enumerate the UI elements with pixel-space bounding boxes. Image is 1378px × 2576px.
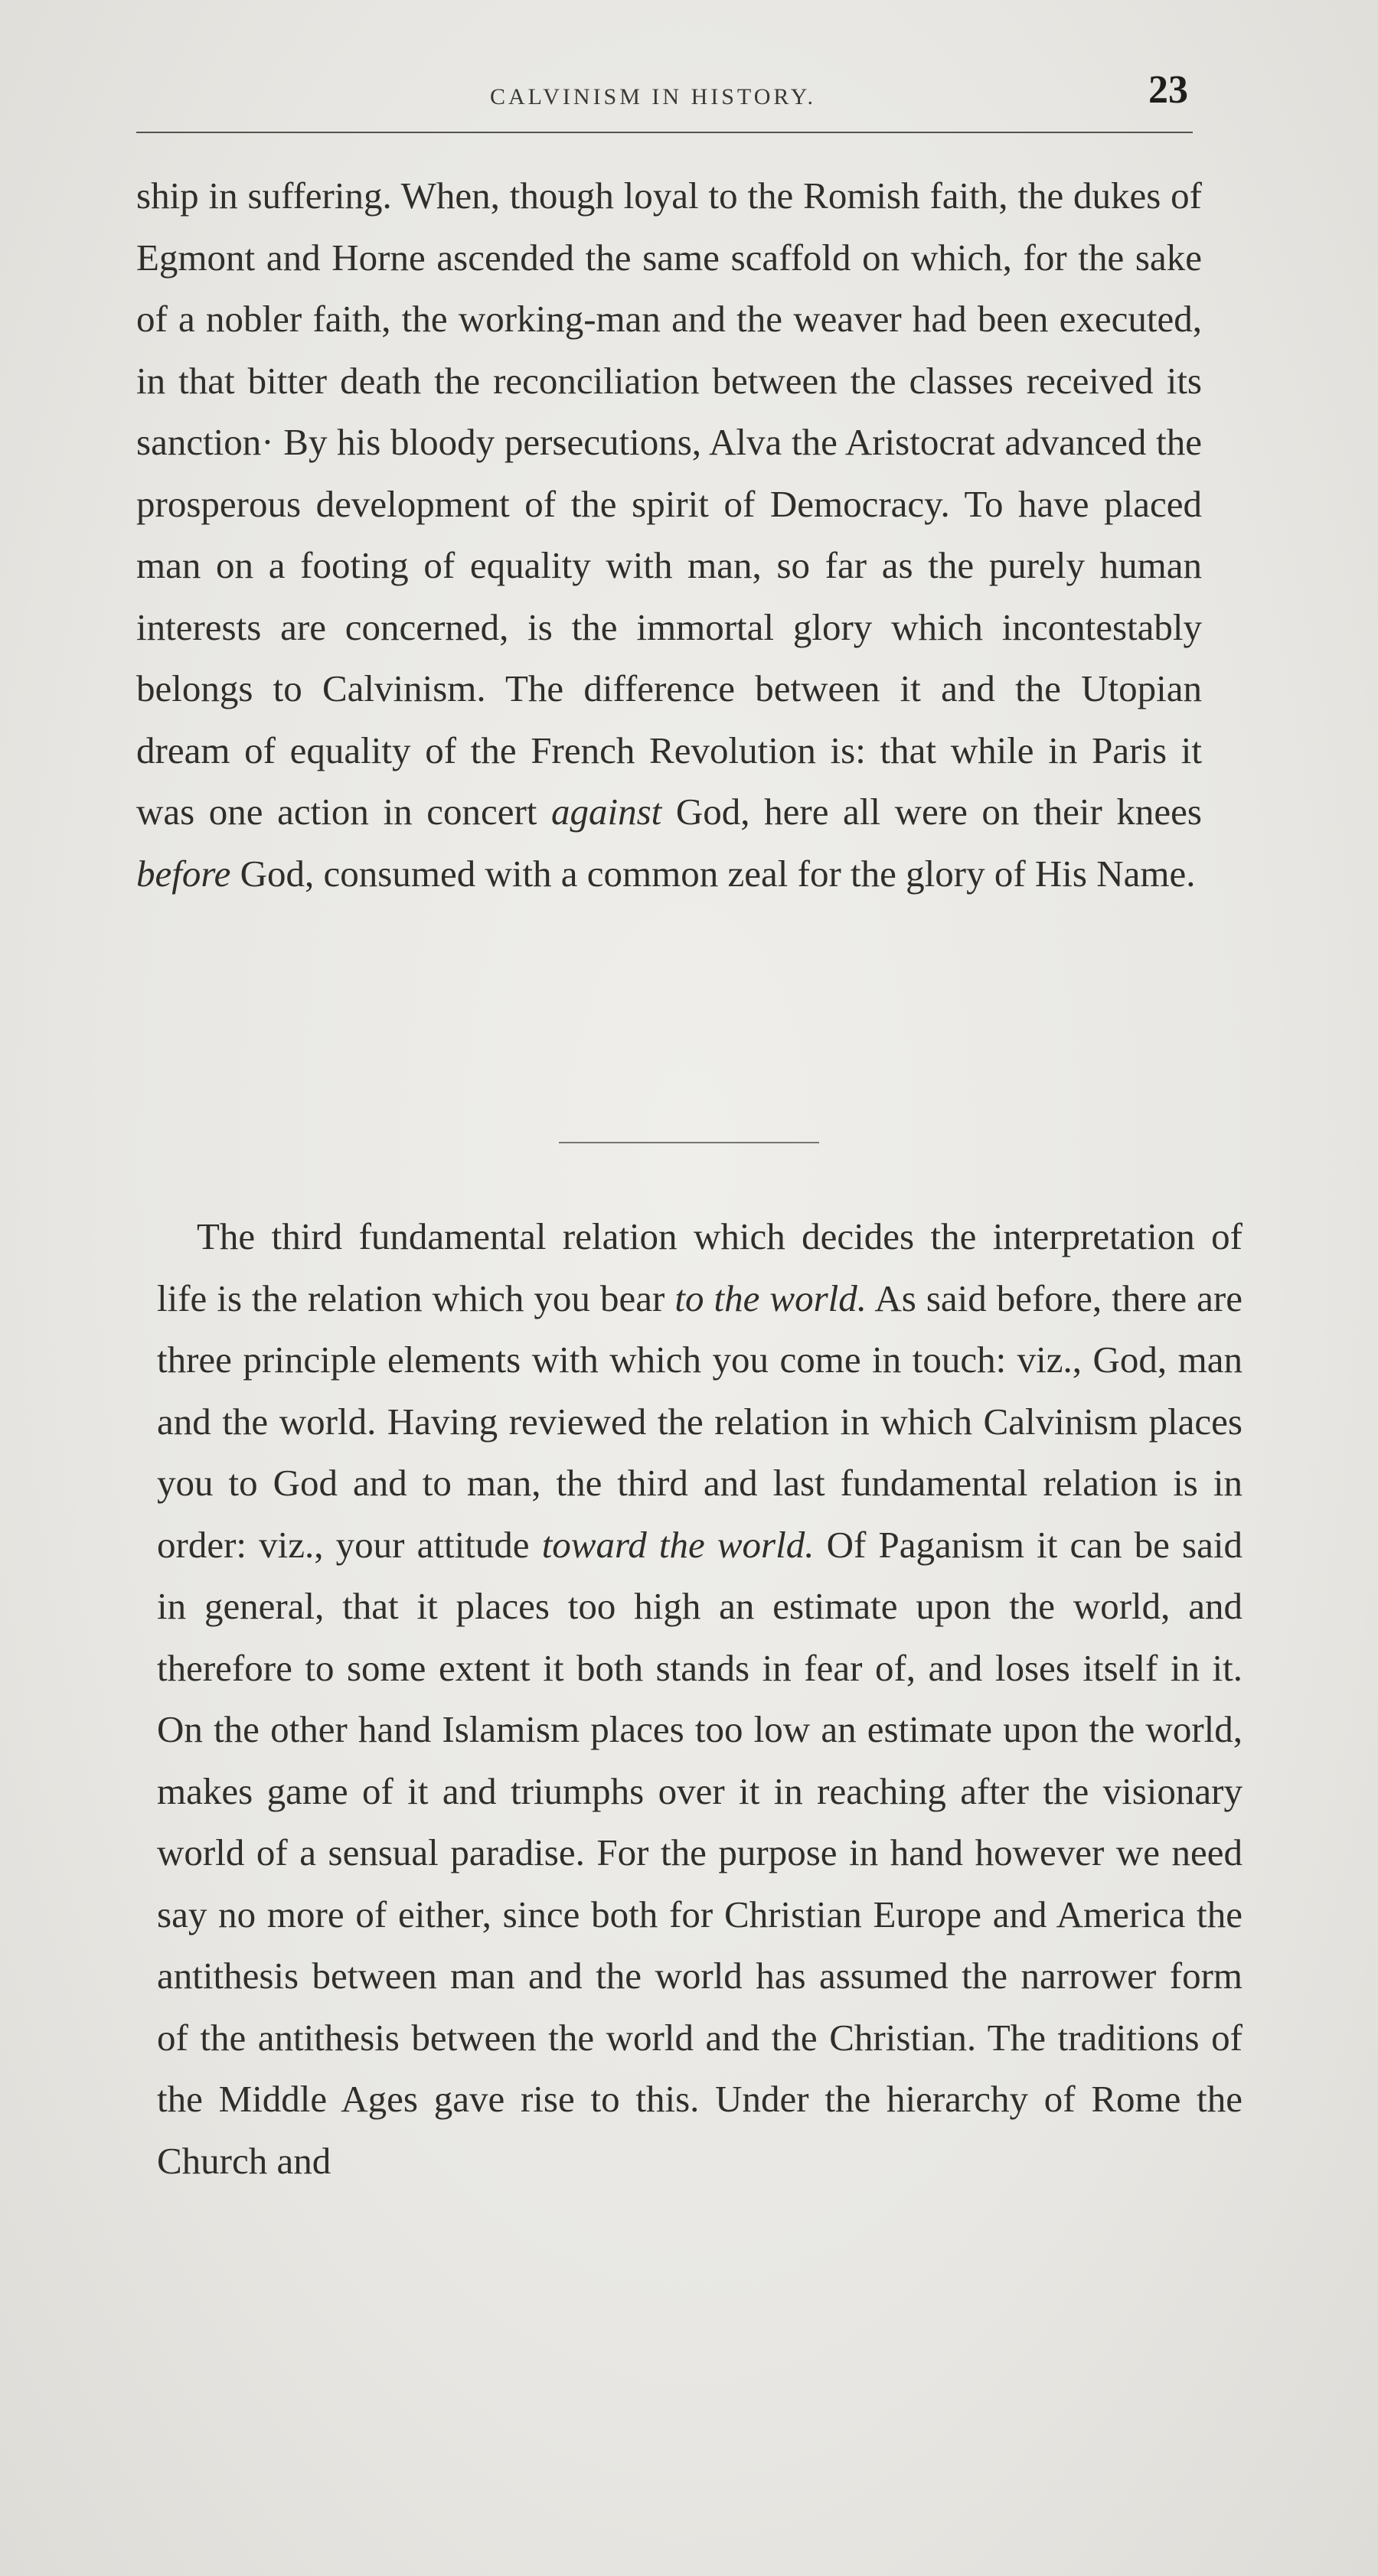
paragraph-1-part-2: God, here all were on their knees xyxy=(661,791,1202,833)
paragraph-1-emphasis-before: before xyxy=(136,852,231,895)
paragraph-1-text xyxy=(136,165,1202,905)
paragraph-1-part-3: God, consumed with a common zeal for the glory of His Name. xyxy=(230,852,1196,895)
paragraph-2-emphasis-to-the-world: to the world. xyxy=(674,1277,867,1319)
paragraph-2-text xyxy=(157,1206,1242,2192)
section-divider xyxy=(559,1142,819,1143)
page-number: 23 xyxy=(1148,68,1188,112)
paragraph-2-emphasis-toward-the-world: toward the world. xyxy=(541,1523,815,1566)
paragraph-1 xyxy=(136,165,1202,905)
running-header: CALVINISM IN HISTORY. xyxy=(490,84,817,109)
paragraph-2-part-2: As said before, there are three principle elements with which you come in touch: viz., God, man and the world. Having reviewed the relation in which Calvinism places you to God and to man, the third and last fundamental relation is in order: viz., your attitude xyxy=(157,1277,1242,1566)
paragraph-1-part-1: ship in suffering. When, though loyal to the Romish faith, the dukes of Egmont and Horne ascended the same scaffold on which, for the sake of a nobler faith, the working-man and the weaver had been executed, in that bitter death the reconciliation between the classes received its sanction· By his bloody persecutions, Alva the Aristocrat advanced the prosperous development of the spirit of Democracy. To have placed man on a footing of equality with man, so far as the purely human interests are concerned, is the immortal glory which incontestably belongs to Calvinism. The difference between it and the Utopian dream of equality of the French Revolution is: that while in Paris it was one action in concert xyxy=(136,174,1202,833)
paragraph-2-part-1: The third fundamental relation which decides the interpretation of life is the relation which you bear xyxy=(157,1215,1242,1319)
paragraph-2 xyxy=(157,1206,1242,2192)
header-rule xyxy=(136,132,1193,133)
paragraph-2-part-3: Of Paganism it can be said in general, that it places too high an estimate upon the world, and therefore to some extent it both stands in fear of, and loses itself in it. On the other hand Islamism places too low an estimate upon the world, makes game of it and triumphs over it in reaching after the visionary world of a sensual paradise. For the purpose in hand however we need say no more of either, since both for Christian Europe and America the antithesis between man and the world has assumed the narrower form of the antithesis between the world and the Christian. The traditions of the Middle Ages gave rise to this. Under the hierarchy of Rome the Church and xyxy=(157,1523,1242,2182)
paragraph-1-emphasis-against: against xyxy=(550,791,662,833)
